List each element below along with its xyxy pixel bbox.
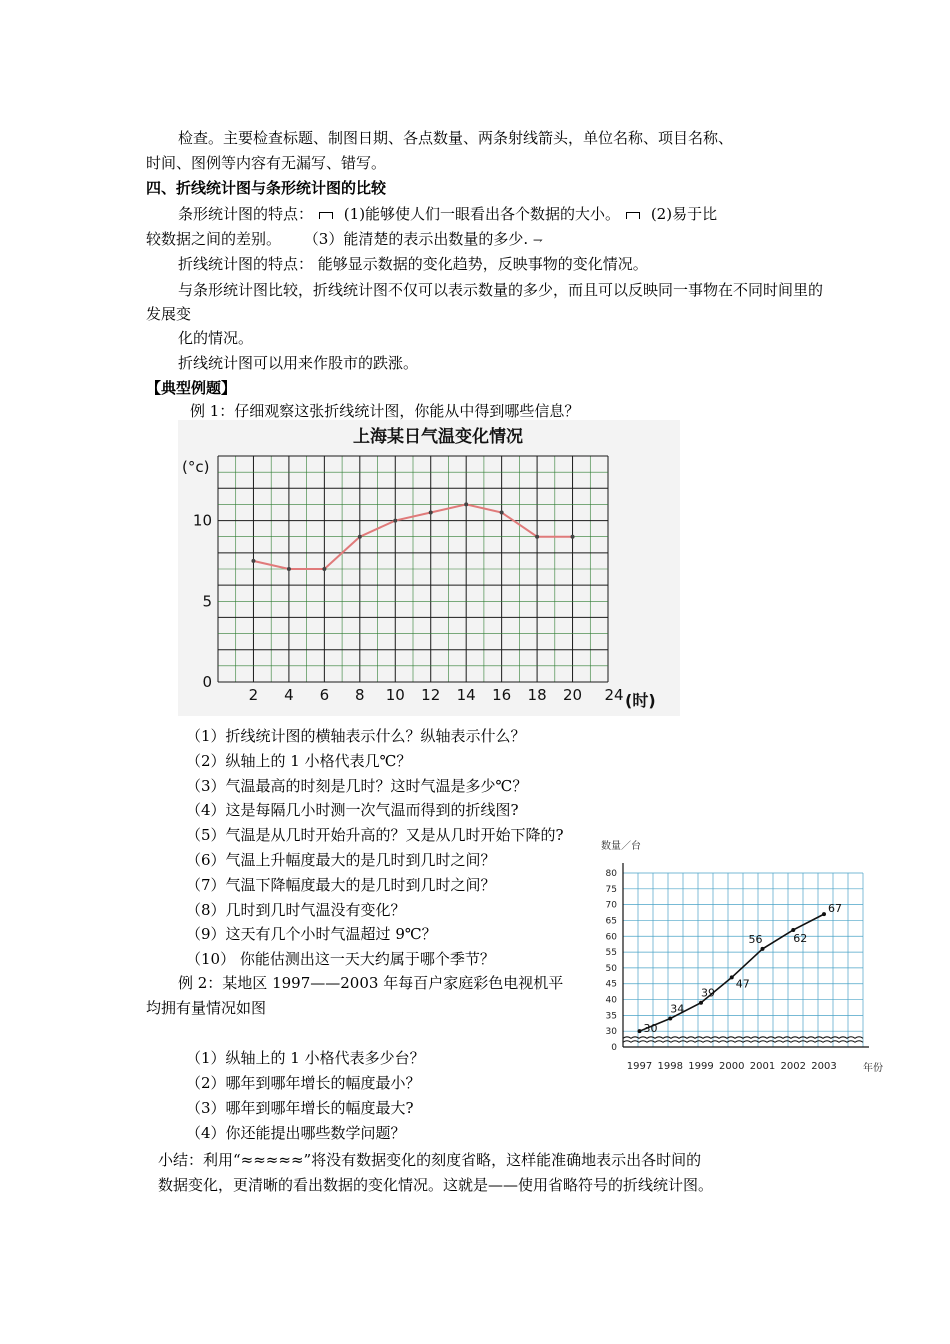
question-item: （9）这天有几个小时气温超过 9℃？ bbox=[186, 925, 437, 944]
data-point bbox=[322, 567, 326, 571]
data-label: 30 bbox=[643, 1022, 658, 1036]
data-label: 34 bbox=[670, 1002, 685, 1016]
bar-chart-features-cont bbox=[146, 229, 543, 250]
bar-chart-features bbox=[178, 204, 717, 224]
x-tick-label: 8 bbox=[355, 686, 365, 704]
x-tick-label: 10 bbox=[385, 686, 405, 704]
chart2-x-ticks bbox=[627, 1061, 837, 1072]
y-tick-label: 5 bbox=[202, 592, 212, 611]
data-point bbox=[500, 511, 504, 515]
chart2-y-ticks bbox=[606, 869, 618, 1053]
text-check-line1: 检查。主要检查标题、制图日期、各点数量、两条射线箭头，单位名称、项目名称、 bbox=[178, 129, 734, 147]
data-point bbox=[251, 559, 255, 563]
compare-line3: 化的情况。 bbox=[178, 329, 254, 347]
data-point bbox=[822, 912, 826, 916]
question-item: （2）纵轴上的 1 小格代表几℃？ bbox=[186, 751, 412, 770]
data-point bbox=[393, 519, 397, 523]
text-check-line2: 时间、图例等内容有无漏写、错写。 bbox=[146, 154, 387, 172]
chart1-xlabel: (时) bbox=[625, 691, 656, 710]
y-tick-label: 50 bbox=[605, 963, 617, 974]
data-point bbox=[287, 567, 291, 571]
chart1-title: 上海某日气温变化情况 bbox=[353, 427, 523, 447]
x-tick-label: 2 bbox=[248, 686, 259, 704]
question-item: （10） 你能估测出这一天大约属于哪个季节？ bbox=[186, 950, 495, 969]
x-tick-label: 12 bbox=[421, 686, 441, 704]
example2-line1: 例 2：某地区 1997——2003 年每百户家庭彩色电视机平 bbox=[178, 974, 564, 992]
bar-feature-label: 条形统计图的特点： bbox=[178, 205, 314, 223]
question-item: （4）这是每隔几小时测一次气温而得到的折线图? bbox=[186, 801, 519, 820]
x-tick-label: 2003 bbox=[811, 1061, 837, 1072]
example1-prompt: 例 1：仔细观察这张折线统计图，你能从中得到哪些信息？ bbox=[190, 402, 580, 420]
x-tick-label: 1998 bbox=[657, 1061, 683, 1072]
y-tick-label: 80 bbox=[605, 869, 617, 879]
x-tick-label: 1999 bbox=[688, 1061, 714, 1072]
chart2-grid bbox=[623, 863, 869, 1047]
y-tick-label: 0 bbox=[202, 673, 212, 691]
example2-question-item: （4）你还能提出哪些数学问题？ bbox=[186, 1124, 406, 1142]
x-tick-label: 16 bbox=[492, 686, 512, 704]
chart1-y-ticks bbox=[193, 512, 212, 691]
bar-feature-3: （3）能清楚的表示出数量的多少. bbox=[303, 230, 529, 248]
data-label: 62 bbox=[793, 931, 808, 945]
data-point bbox=[668, 1017, 672, 1021]
data-point bbox=[730, 975, 734, 979]
data-point bbox=[638, 1029, 642, 1033]
data-point bbox=[358, 535, 362, 539]
y-tick-label: 35 bbox=[605, 1011, 617, 1022]
data-point bbox=[571, 535, 575, 539]
x-tick-label: 6 bbox=[319, 686, 330, 704]
data-point bbox=[535, 535, 539, 539]
stock-note: 折线统计图可以用来作股市的跌涨。 bbox=[178, 354, 419, 372]
bar-feature-3-tail: ⇁ bbox=[532, 233, 543, 247]
data-point bbox=[429, 511, 433, 515]
data-label: 67 bbox=[828, 902, 842, 916]
bar-feature-2-cont: 较数据之间的差别。 bbox=[146, 230, 282, 248]
x-tick-label: 2000 bbox=[719, 1061, 745, 1072]
y-tick-label: 0 bbox=[611, 1043, 617, 1053]
question-item: （6）气温上升幅度最大的是几时到几时之间？ bbox=[186, 851, 496, 869]
x-tick-label: 18 bbox=[527, 686, 547, 704]
question-item: （1）折线统计图的横轴表示什么？纵轴表示什么？ bbox=[186, 727, 526, 745]
section-heading-4: 四、折线统计图与条形统计图的比较 bbox=[146, 179, 387, 197]
y-tick-label: 45 bbox=[605, 979, 617, 990]
chart2-xlabel: 年份 bbox=[863, 1063, 883, 1074]
question-item: （8）几时到几时气温没有变化？ bbox=[186, 900, 406, 919]
example2-question-item: （1）纵轴上的 1 小格代表多少台？ bbox=[186, 1049, 425, 1067]
compare-line1: 与条形统计图比较，折线统计图不仅可以表示数量的多少，而且可以反映同一事物在不同时间里的 bbox=[178, 281, 824, 299]
y-tick-label: 10 bbox=[192, 511, 212, 530]
data-point bbox=[699, 1001, 703, 1005]
example2-question-item: （2）哪年到哪年增长的幅度最小？ bbox=[186, 1074, 421, 1092]
y-tick-label: 30 bbox=[605, 1027, 617, 1038]
temperature-chart bbox=[178, 420, 680, 716]
chart1-x-ticks bbox=[249, 686, 624, 704]
temperature-chart-svg bbox=[178, 420, 680, 716]
bar-feature-2: (2)易于比 bbox=[650, 205, 718, 223]
summary-line2: 数据变化，更清晰的看出数据的变化情况。这就是——使用省略符号的折线统计图。 bbox=[158, 1176, 714, 1194]
y-tick-label: 75 bbox=[605, 884, 617, 895]
line-chart-features: 折线统计图的特点： 能够显示数据的变化趋势，反映事物的变化情况。 bbox=[178, 255, 648, 273]
data-label: 39 bbox=[701, 986, 715, 1000]
question-item: （3）气温最高的时刻是几时？这时气温是多少℃？ bbox=[186, 776, 528, 795]
chart1-grid bbox=[218, 456, 608, 682]
x-tick-label: 20 bbox=[562, 686, 583, 704]
x-tick-label: 14 bbox=[456, 686, 476, 704]
x-tick-label: 4 bbox=[284, 686, 294, 704]
x-tick-label: 1997 bbox=[626, 1061, 653, 1072]
question-item: （5）气温是从几时开始升高的？又是从几时开始下降的? bbox=[186, 826, 564, 845]
typical-examples-heading: 【典型例题】 bbox=[146, 379, 237, 397]
summary-line1: 小结：利用“≈≈≈≈≈”将没有数据变化的刻度省略，这样能准确地表示出各时间的 bbox=[158, 1151, 702, 1169]
y-tick-label: 40 bbox=[605, 995, 617, 1006]
data-label: 56 bbox=[748, 932, 763, 946]
tv-ownership-chart bbox=[597, 835, 887, 1080]
example2-line2: 均拥有量情况如图 bbox=[146, 999, 267, 1017]
mark-icon bbox=[626, 212, 640, 219]
compare-line2: 发展变 bbox=[146, 305, 192, 323]
tv-ownership-chart-svg bbox=[597, 835, 887, 1080]
y-tick-label: 70 bbox=[605, 900, 617, 911]
data-point bbox=[464, 502, 468, 506]
mark-icon bbox=[319, 212, 333, 219]
x-tick-label: 24 bbox=[604, 686, 624, 704]
chart1-ylabel: (°c) bbox=[182, 458, 210, 476]
y-tick-label: 55 bbox=[605, 948, 617, 959]
x-tick-label: 2002 bbox=[780, 1061, 806, 1072]
example2-question-item: （3）哪年到哪年增长的幅度最大? bbox=[186, 1099, 414, 1117]
x-tick-label: 2001 bbox=[749, 1061, 776, 1072]
y-tick-label: 60 bbox=[605, 932, 617, 943]
y-tick-label: 65 bbox=[605, 916, 617, 927]
chart2-ylabel: 数量／台 bbox=[601, 841, 641, 852]
bar-feature-1: (1)能够使人们一眼看出各个数据的大小。 bbox=[343, 205, 621, 223]
data-point bbox=[761, 947, 765, 951]
data-label: 47 bbox=[735, 977, 750, 991]
question-item: （7）气温下降幅度最大的是几时到几时之间？ bbox=[186, 875, 496, 894]
